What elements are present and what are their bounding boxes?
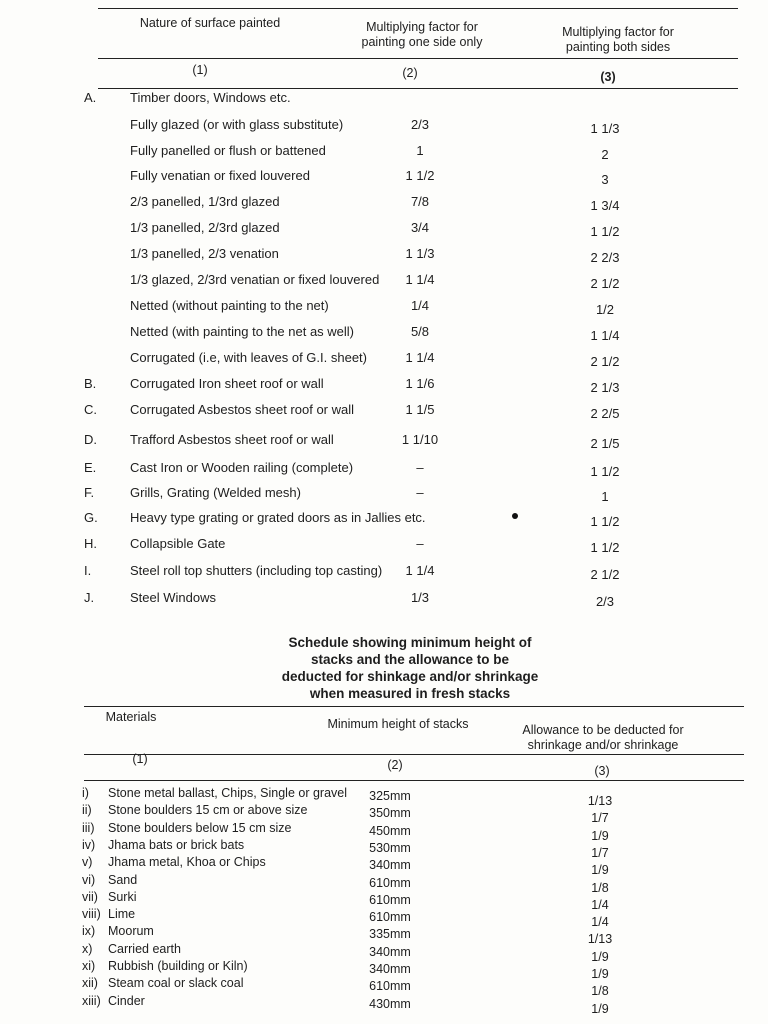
shrinkage-allowance: 1/13 <box>587 794 613 808</box>
factor-both-sides: 1 <box>601 489 609 504</box>
factor-both-sides: 2 2/5 <box>590 406 620 421</box>
table1-row <box>0 536 768 561</box>
table1-row <box>0 510 768 535</box>
shrinkage-allowance: 1/8 <box>591 880 609 895</box>
row-number: ix) <box>82 924 96 939</box>
row-marker: J. <box>84 590 95 605</box>
factor-both-sides: 1/2 <box>595 302 615 317</box>
table1-row <box>0 485 768 510</box>
factor-one-side: 7/8 <box>410 194 430 209</box>
col-number-3: (3) <box>600 70 616 84</box>
table2-row <box>0 889 768 912</box>
surface-label: 1/3 panelled, 2/3rd glazed <box>130 220 280 235</box>
table2-row <box>0 993 768 1016</box>
table2-row <box>0 855 768 878</box>
shrinkage-allowance: 1/9 <box>591 967 609 981</box>
table2-row <box>0 803 768 826</box>
surface-label: Grills, Grating (Welded mesh) <box>130 485 301 500</box>
surface-label: Heavy type grating or grated doors as in Jallies etc. <box>130 510 426 525</box>
schedule-title <box>240 634 580 702</box>
stack-height: 610mm <box>369 979 411 994</box>
stack-height: 430mm <box>369 996 411 1011</box>
schedule-title-line-2: stacks and the allowance to be <box>310 652 510 667</box>
schedule-title-line-3: deducted for shinkage and/or shrinkage <box>281 669 539 684</box>
factor-both-sides: 1 1/2 <box>590 224 620 239</box>
stack-height: 450mm <box>369 823 411 838</box>
row-number: v) <box>82 855 93 870</box>
factor-one-side: 5/8 <box>410 324 430 339</box>
table2-row <box>0 837 768 860</box>
factor-one-side: 1 1/3 <box>405 246 435 261</box>
table1-row <box>0 220 768 245</box>
row-number: xii) <box>82 976 98 991</box>
factor-both-sides: 3 <box>601 172 609 187</box>
factor-one-side: – <box>416 485 424 500</box>
factor-both-sides: 1 1/2 <box>590 540 620 555</box>
material-label: Jhama metal, Khoa or Chips <box>108 855 266 870</box>
table2-top-rule <box>84 706 744 707</box>
factor-both-sides: 1 1/4 <box>590 328 620 343</box>
factor-both-sides: 2 1/5 <box>590 436 620 451</box>
row-number: xiii) <box>82 993 101 1008</box>
schedule-title-line-1: Schedule showing minimum height of <box>288 635 532 650</box>
table2-row <box>0 872 768 895</box>
row-number: vi) <box>82 872 96 887</box>
header-materials: Materials <box>105 710 157 724</box>
factor-one-side: 3/4 <box>410 220 430 235</box>
row-marker: B. <box>84 376 97 391</box>
factor-both-sides: 1 1/2 <box>590 514 620 529</box>
factor-one-side: 1 1/4 <box>405 272 435 287</box>
factor-one-side: 2/3 <box>410 117 430 132</box>
surface-label: Corrugated Asbestos sheet roof or wall <box>130 402 355 417</box>
table1-row <box>0 563 768 588</box>
table1-row <box>0 168 768 193</box>
surface-label: Timber doors, Windows etc. <box>130 90 291 105</box>
t2-col-number-2: (2) <box>387 758 403 772</box>
material-label: Stone boulders 15 cm or above size <box>108 803 308 818</box>
surface-label: Fully venatian or fixed louvered <box>130 168 310 183</box>
table2-row <box>0 924 768 947</box>
surface-label: 1/3 panelled, 2/3 venation <box>130 246 279 261</box>
stack-height: 340mm <box>369 962 411 976</box>
material-label: Stone metal ballast, Chips, Single or gravel <box>108 786 348 800</box>
table1-row <box>0 298 768 323</box>
factor-one-side: 1/4 <box>410 298 430 313</box>
surface-label: Corrugated (i.e, with leaves of G.I. sheet) <box>130 350 367 365</box>
factor-one-side: 1 1/10 <box>401 432 439 447</box>
header-min-height: Minimum height of stacks <box>327 717 469 731</box>
table2-row <box>0 786 768 808</box>
surface-label: 1/3 glazed, 2/3rd venatian or fixed louvered <box>130 272 380 287</box>
surface-label: Steel roll top shutters (including top casting) <box>130 563 383 578</box>
stack-height: 610mm <box>369 910 411 925</box>
row-number: x) <box>82 941 93 956</box>
row-marker: G. <box>84 510 98 525</box>
stack-height: 610mm <box>369 892 411 907</box>
factor-both-sides: 2 <box>601 147 609 162</box>
shrinkage-allowance: 1/9 <box>591 949 609 964</box>
table1-row <box>0 117 768 142</box>
factor-both-sides: 2 2/3 <box>590 250 620 265</box>
factor-both-sides: 2/3 <box>595 594 615 609</box>
row-number: iv) <box>82 837 96 852</box>
stack-height: 340mm <box>369 944 411 959</box>
t2-col-number-1: (1) <box>132 752 148 766</box>
material-label: Sand <box>108 872 138 887</box>
material-label: Stone boulders below 15 cm size <box>108 820 292 835</box>
row-number: viii) <box>82 907 101 922</box>
factor-both-sides: 2 1/2 <box>590 567 620 582</box>
material-label: Lime <box>108 907 136 922</box>
material-label: Surki <box>108 889 137 904</box>
surface-label: Trafford Asbestos sheet roof or wall <box>130 432 334 447</box>
factor-both-sides: 1 3/4 <box>590 198 620 213</box>
stack-height: 350mm <box>369 806 411 821</box>
row-number: xi) <box>82 959 96 973</box>
table1-row <box>0 350 768 375</box>
factor-both-sides: 2 1/3 <box>590 380 620 395</box>
table1-row <box>0 246 768 271</box>
factor-one-side: 1 1/4 <box>405 563 435 578</box>
material-label: Carried earth <box>108 941 181 956</box>
t2-col-number-3: (3) <box>594 764 610 778</box>
header-both-sides: Multiplying factor for painting both sides <box>562 25 674 54</box>
table2-header-rule <box>84 754 744 755</box>
row-marker: C. <box>84 402 97 417</box>
table2-row <box>0 941 768 964</box>
factor-one-side: 1 1/2 <box>405 168 435 183</box>
factor-both-sides: 1 1/2 <box>590 464 620 479</box>
factor-both-sides: 2 1/2 <box>590 354 620 369</box>
row-marker: E. <box>84 460 97 475</box>
table1-row <box>0 590 768 615</box>
table2-row <box>0 820 768 843</box>
surface-label: 2/3 panelled, 1/3rd glazed <box>130 194 280 209</box>
surface-label: Netted (without painting to the net) <box>130 298 329 313</box>
row-number: vii) <box>82 889 98 904</box>
header-one-side: Multiplying factor for painting one side only <box>361 20 483 49</box>
table1-row <box>0 432 768 457</box>
material-label: Rubbish (building or Kiln) <box>108 959 248 973</box>
header-nature: Nature of surface painted <box>139 16 281 30</box>
surface-label: Collapsible Gate <box>130 536 226 551</box>
table1-row <box>0 324 768 349</box>
col-number-1: (1) <box>192 63 208 77</box>
surface-label: Fully glazed (or with glass substitute) <box>130 117 344 132</box>
stack-height: 325mm <box>369 789 411 803</box>
factor-both-sides: 2 1/2 <box>590 276 620 291</box>
factor-one-side: 1/3 <box>410 590 430 605</box>
factor-one-side: 1 1/4 <box>405 350 435 365</box>
shrinkage-allowance: 1/8 <box>591 984 609 999</box>
factor-one-side: – <box>416 460 424 475</box>
shrinkage-allowance: 1/4 <box>591 915 609 930</box>
surface-label: Steel Windows <box>130 590 216 605</box>
table1-row <box>0 143 768 168</box>
stack-height: 610mm <box>369 875 411 890</box>
shrinkage-allowance: 1/13 <box>587 932 613 947</box>
schedule-title-line-4: when measured in fresh stacks <box>309 686 511 701</box>
material-label: Jhama bats or brick bats <box>108 837 245 852</box>
surface-label: Cast Iron or Wooden railing (complete) <box>130 460 354 475</box>
row-marker: A. <box>84 90 97 105</box>
shrinkage-allowance: 1/9 <box>591 1001 609 1016</box>
row-marker: F. <box>84 485 95 500</box>
table1-row <box>0 90 768 115</box>
row-marker: I. <box>84 563 92 578</box>
stack-height: 340mm <box>369 858 411 873</box>
factor-one-side: 1 1/5 <box>405 402 435 417</box>
row-marker: D. <box>84 432 97 447</box>
shrinkage-allowance: 1/4 <box>591 897 609 912</box>
surface-label: Netted (with painting to the net as well) <box>130 324 355 339</box>
shrinkage-allowance: 1/7 <box>591 845 609 860</box>
header-allowance: Allowance to be deducted for shrinkage and/or shrinkage <box>522 723 684 752</box>
row-marker: H. <box>84 536 97 551</box>
table2-colnum-rule <box>84 780 744 781</box>
table2-row <box>0 959 768 981</box>
table1-top-rule <box>98 8 738 9</box>
factor-one-side: – <box>416 536 424 551</box>
shrinkage-allowance: 1/9 <box>591 828 609 843</box>
table1-row <box>0 376 768 401</box>
factor-one-side: 1 <box>416 143 424 158</box>
table1-colnum-rule <box>98 88 738 89</box>
factor-one-side: 1 1/6 <box>405 376 435 391</box>
table2-row <box>0 907 768 930</box>
material-label: Steam coal or slack coal <box>108 976 244 991</box>
material-label: Moorum <box>108 924 154 939</box>
material-label: Cinder <box>108 993 145 1008</box>
stack-height: 530mm <box>369 840 411 855</box>
table1-row <box>0 402 768 427</box>
table1-row <box>0 194 768 219</box>
table1-header-rule <box>98 58 738 59</box>
row-number: i) <box>82 786 89 800</box>
table1-row <box>0 272 768 297</box>
table2-row <box>0 976 768 999</box>
factor-both-sides: 1 1/3 <box>590 121 620 136</box>
stray-dot <box>512 513 518 519</box>
table1-row <box>0 460 768 485</box>
row-number: ii) <box>82 803 92 818</box>
surface-label: Corrugated Iron sheet roof or wall <box>130 376 324 391</box>
shrinkage-allowance: 1/7 <box>591 811 609 826</box>
col-number-2: (2) <box>402 66 418 80</box>
shrinkage-allowance: 1/9 <box>591 863 609 878</box>
row-number: iii) <box>82 820 95 835</box>
surface-label: Fully panelled or flush or battened <box>130 143 326 158</box>
stack-height: 335mm <box>369 927 411 942</box>
